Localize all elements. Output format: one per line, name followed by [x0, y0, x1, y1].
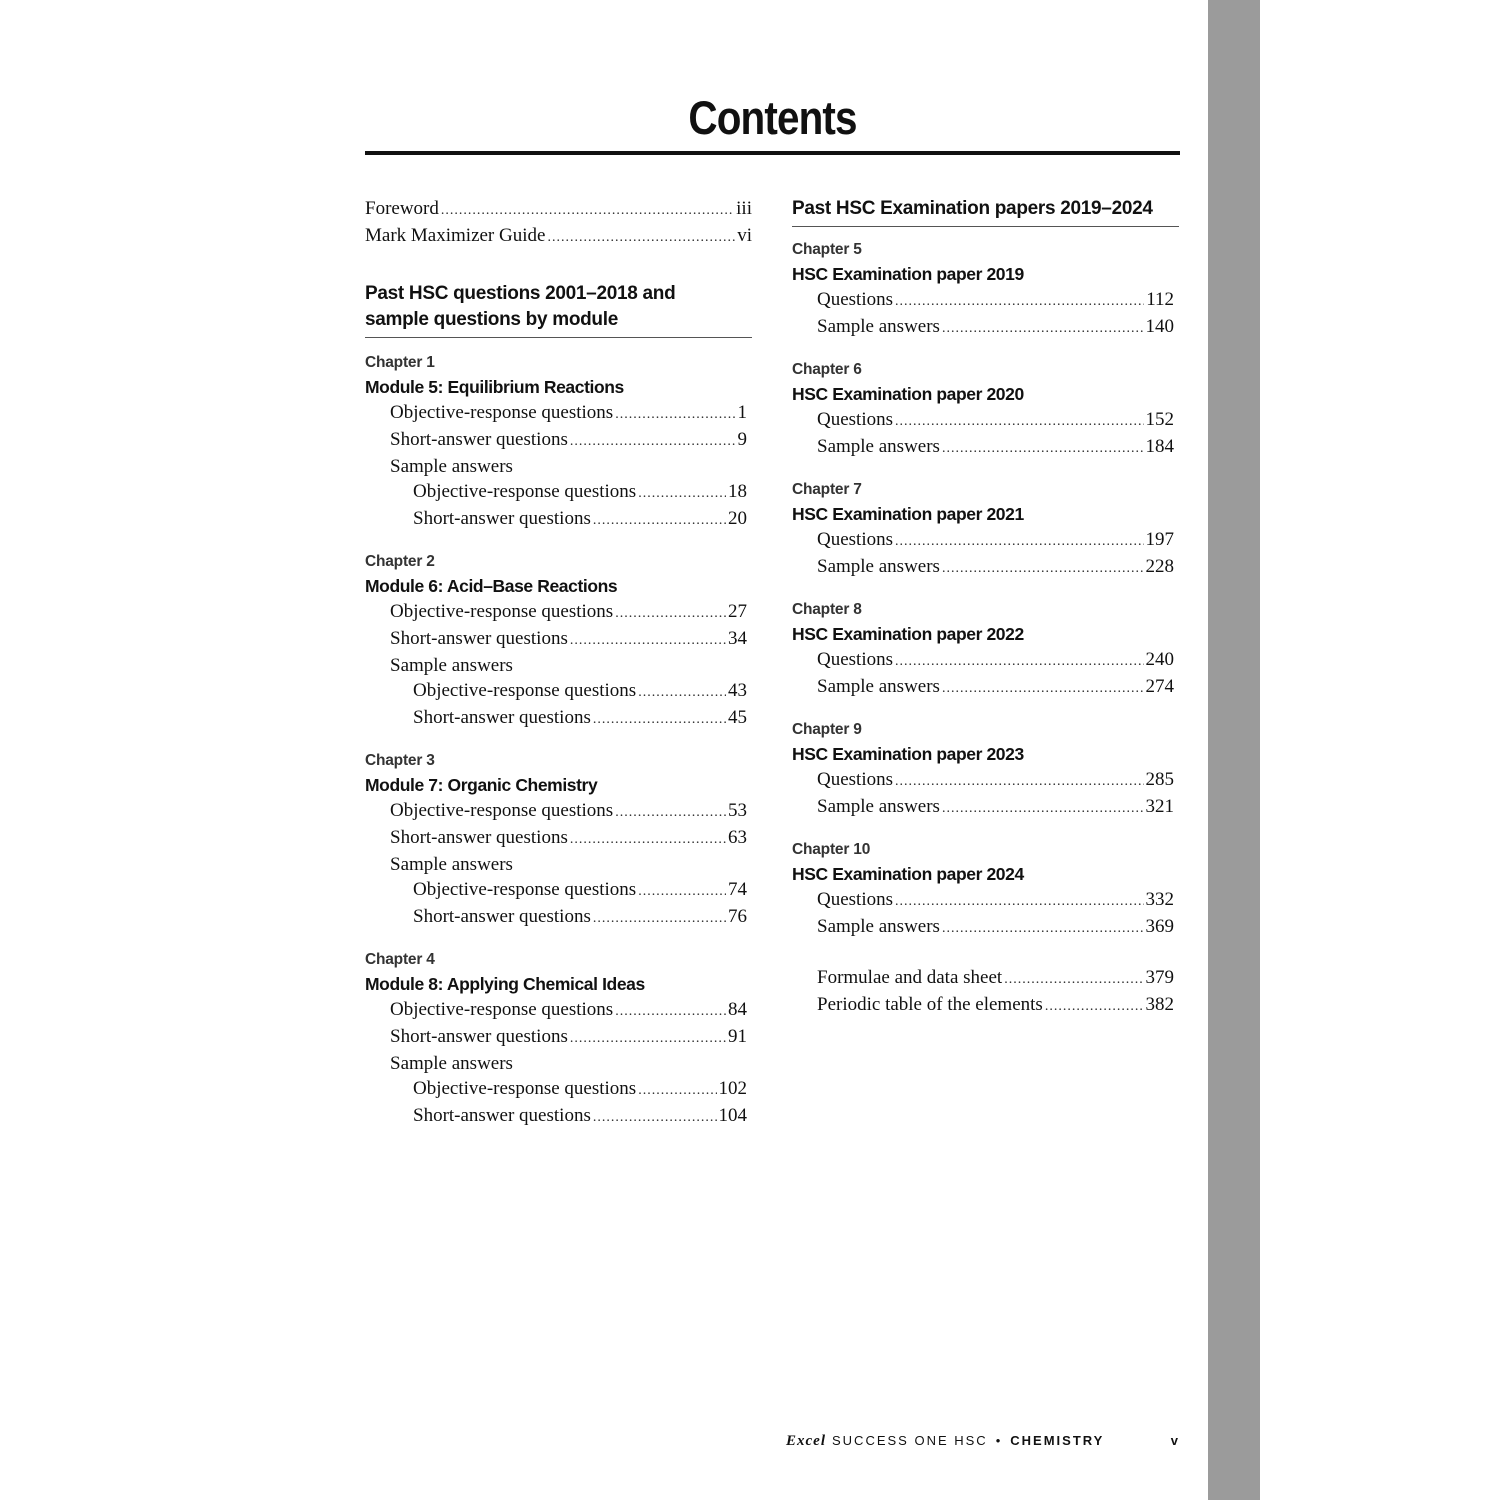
toc-row-foreword[interactable]: Foreword ..... iii	[365, 196, 752, 223]
chapter-title[interactable]: HSC Examination paper 2019	[792, 264, 1024, 284]
left-column	[365, 196, 752, 1130]
section-heading-past-papers: Past HSC Examination papers 2019–2024	[792, 196, 1179, 227]
chapter-title[interactable]: Module 7: Organic Chemistry	[365, 775, 598, 795]
toc-row[interactable]: Short-answer questions ..... 91	[365, 1024, 752, 1051]
chapter-block-7	[792, 479, 1179, 581]
chapter-block-2	[365, 551, 752, 732]
toc-row[interactable]: Short-answer questions ..... 9	[365, 427, 752, 454]
chapter-block-10	[792, 839, 1179, 941]
toc-row[interactable]: Short-answer questions ..... 20	[365, 506, 752, 533]
toc-row[interactable]: Questions ..... 240	[792, 647, 1179, 674]
chapter-label: Chapter 5	[792, 241, 862, 258]
chapter-label: Chapter 2	[365, 553, 435, 570]
chapter-title[interactable]: HSC Examination paper 2024	[792, 864, 1024, 884]
toc-row-periodic-table[interactable]: Periodic table of the elements ..... 382	[792, 992, 1179, 1019]
chapter-title[interactable]: HSC Examination paper 2021	[792, 504, 1024, 524]
chapter-label: Chapter 8	[792, 601, 862, 618]
toc-row[interactable]: Short-answer questions ..... 45	[365, 705, 752, 732]
section-heading-past-questions: Past HSC questions 2001–2018 and sample questions by module	[365, 281, 752, 338]
brand-name: Excel	[786, 1433, 826, 1449]
toc-row[interactable]: Questions ..... 197	[792, 527, 1179, 554]
toc-row[interactable]: Short-answer questions ..... 76	[365, 904, 752, 931]
toc-subheading: Sample answers	[390, 456, 513, 477]
page-number: v	[1170, 1433, 1180, 1448]
chapter-label: Chapter 4	[365, 951, 435, 968]
chapter-title[interactable]: HSC Examination paper 2022	[792, 624, 1024, 644]
footer-separator: •	[995, 1433, 1003, 1448]
page-title: Contents	[688, 91, 857, 144]
toc-row[interactable]: Sample answers ..... 140	[792, 314, 1179, 341]
right-column	[792, 196, 1179, 1019]
chapter-label: Chapter 7	[792, 481, 862, 498]
toc-row[interactable]: Objective-response questions ..... 27	[365, 599, 752, 626]
chapter-label: Chapter 9	[792, 721, 862, 738]
chapter-title[interactable]: HSC Examination paper 2023	[792, 744, 1024, 764]
toc-row[interactable]: Questions ..... 112	[792, 287, 1179, 314]
toc-row-mark-maximizer[interactable]: Mark Maximizer Guide ..... vi	[365, 223, 752, 250]
chapter-title[interactable]: Module 6: Acid–Base Reactions	[365, 576, 618, 596]
toc-row[interactable]: Objective-response questions ..... 53	[365, 798, 752, 825]
toc-row[interactable]: Questions ..... 332	[792, 887, 1179, 914]
toc-subheading: Sample answers	[390, 655, 513, 676]
toc-subheading: Sample answers	[390, 854, 513, 875]
chapter-label: Chapter 6	[792, 361, 862, 378]
toc-row[interactable]: Objective-response questions ..... 1	[365, 400, 752, 427]
chapter-block-4	[365, 949, 752, 1130]
toc-row-formulae[interactable]: Formulae and data sheet ..... 379	[792, 965, 1179, 992]
series-name: SUCCESS ONE HSC	[832, 1433, 988, 1448]
toc-row[interactable]: Objective-response questions ..... 74	[365, 877, 752, 904]
toc-row[interactable]: Sample answers ..... 228	[792, 554, 1179, 581]
toc-row[interactable]: Short-answer questions ..... 104	[365, 1103, 752, 1130]
chapter-label: Chapter 10	[792, 841, 871, 858]
toc-row[interactable]: Sample answers ..... 274	[792, 674, 1179, 701]
toc-row[interactable]: Questions ..... 285	[792, 767, 1179, 794]
toc-row[interactable]: Questions ..... 152	[792, 407, 1179, 434]
chapter-block-5	[792, 239, 1179, 341]
appendix-block	[792, 965, 1179, 1019]
toc-row[interactable]: Objective-response questions ..... 102	[365, 1076, 752, 1103]
toc-row[interactable]: Objective-response questions ..... 84	[365, 997, 752, 1024]
toc-row[interactable]: Short-answer questions ..... 34	[365, 626, 752, 653]
chapter-label: Chapter 1	[365, 354, 435, 371]
chapter-block-8	[792, 599, 1179, 701]
chapter-label: Chapter 3	[365, 752, 435, 769]
chapter-block-1	[365, 352, 752, 533]
chapter-title[interactable]: HSC Examination paper 2020	[792, 384, 1024, 404]
toc-subheading: Sample answers	[390, 1053, 513, 1074]
toc-row[interactable]: Sample answers ..... 184	[792, 434, 1179, 461]
page-edge-band	[1208, 0, 1260, 1500]
chapter-block-6	[792, 359, 1179, 461]
chapter-block-9	[792, 719, 1179, 821]
toc-row[interactable]: Objective-response questions ..... 43	[365, 678, 752, 705]
toc-row[interactable]: Sample answers ..... 369	[792, 914, 1179, 941]
toc-row[interactable]: Sample answers ..... 321	[792, 794, 1179, 821]
toc-row[interactable]: Short-answer questions ..... 63	[365, 825, 752, 852]
page-footer	[786, 1433, 1180, 1450]
chapter-title[interactable]: Module 8: Applying Chemical Ideas	[365, 974, 645, 994]
subject-name: CHEMISTRY	[1010, 1433, 1105, 1448]
chapter-block-3	[365, 750, 752, 931]
chapter-title[interactable]: Module 5: Equilibrium Reactions	[365, 377, 624, 397]
title-rule	[365, 151, 1180, 155]
toc-row[interactable]: Objective-response questions ..... 18	[365, 479, 752, 506]
